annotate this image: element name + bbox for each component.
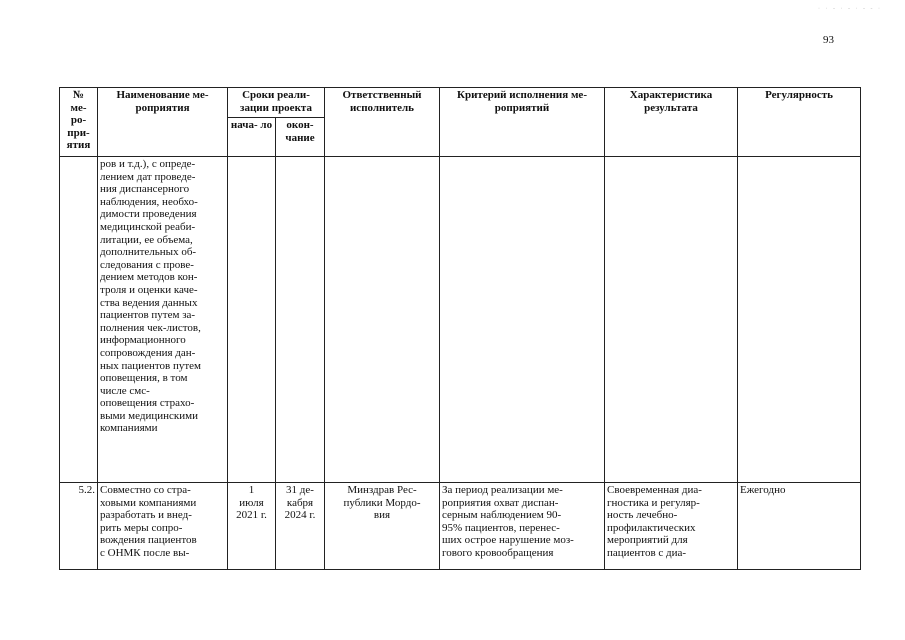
cell-result bbox=[605, 157, 738, 483]
page-number: 93 bbox=[823, 34, 834, 46]
header-regularity: Регулярность bbox=[738, 88, 861, 157]
cell-number: 5.2. bbox=[60, 483, 98, 570]
header-executor: Ответственный исполнитель bbox=[325, 88, 440, 157]
cell-result: Своевременная диа- гностика и регуляр- ность лечебно- профилактических мероприятий для пациентов с диа- bbox=[605, 483, 738, 570]
cell-regularity: Ежегодно bbox=[738, 483, 861, 570]
header-criterion: Критерий исполнения ме- роприятий bbox=[440, 88, 605, 157]
header-row bbox=[60, 88, 861, 118]
cell-criterion: За период реализации ме- роприятия охват диспан- серным наблюдением 90- 95% пациентов, перенес- ших острое нарушение моз- гового кровообращения bbox=[440, 483, 605, 570]
cell-number bbox=[60, 157, 98, 483]
cell-start bbox=[228, 157, 276, 483]
cell-end: 31 де- кабря 2024 г. bbox=[276, 483, 325, 570]
header-period: Сроки реали- зации проекта bbox=[228, 88, 325, 118]
header-result: Характеристика результата bbox=[605, 88, 738, 157]
cell-regularity bbox=[738, 157, 861, 483]
activities-table bbox=[59, 87, 861, 570]
cell-end bbox=[276, 157, 325, 483]
table-row bbox=[60, 157, 861, 483]
header-end: окон- чание bbox=[276, 118, 325, 157]
cell-executor bbox=[325, 157, 440, 483]
cell-executor: Минздрав Рес- публики Мордо- вия bbox=[325, 483, 440, 570]
cell-criterion bbox=[440, 157, 605, 483]
header-start: нача- ло bbox=[228, 118, 276, 157]
cell-name: Совместно со стра- ховыми компаниями разработать и внед- рить меры сопро- вождения пациентов с ОНМК после вы- bbox=[98, 483, 228, 570]
scan-mark: · · - · - · - - · bbox=[818, 6, 882, 12]
header-number: № ме- ро- при- ятия bbox=[60, 88, 98, 157]
header-name: Наименование ме- роприятия bbox=[98, 88, 228, 157]
cell-name: ров и т.д.), с опреде- лением дат проведе- ния диспансерного наблюдения, необхо- димости проведения медицинской реаби- литации, ее объема, дополнительных об- следования с прове- дением методов кон- троля и оценки каче- ства ведения данных пациентов путем за- полнения чек-листов, информационного сопровождения дан- ных пациентов путем оповещения, в том числе смс- оповещения страхо- выми медицинскими компаниями bbox=[98, 157, 228, 483]
cell-start: 1 июля 2021 г. bbox=[228, 483, 276, 570]
table-row bbox=[60, 483, 861, 570]
